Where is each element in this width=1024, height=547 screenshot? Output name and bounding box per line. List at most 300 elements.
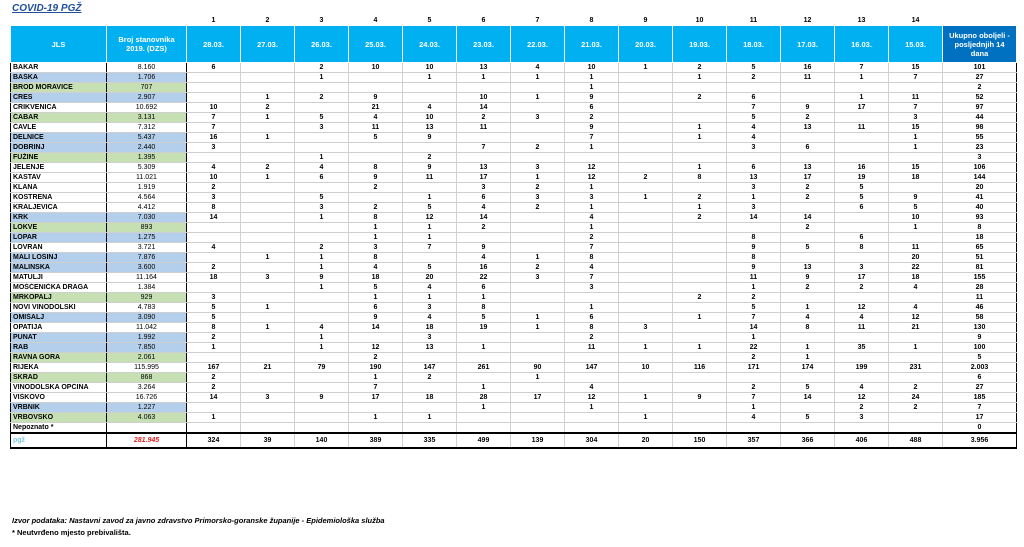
sum-count-cell: 406 xyxy=(835,433,889,448)
case-count-cell: 1 xyxy=(889,223,943,233)
jls-name: VRBNIK xyxy=(11,403,107,413)
case-count-cell: 8 xyxy=(565,323,619,333)
case-count-cell: 4 xyxy=(781,313,835,323)
case-count-cell: 4 xyxy=(565,263,619,273)
case-count-cell xyxy=(241,223,295,233)
column-number: 9 xyxy=(619,15,673,26)
case-count-cell xyxy=(511,123,565,133)
case-count-cell: 13 xyxy=(727,173,781,183)
case-count-cell xyxy=(835,353,889,363)
table-row xyxy=(11,363,1017,373)
case-count-cell: 11 xyxy=(781,73,835,83)
case-count-cell: 3 xyxy=(727,203,781,213)
case-count-cell xyxy=(241,123,295,133)
case-count-cell xyxy=(889,353,943,363)
case-count-cell: 1 xyxy=(241,93,295,103)
case-count-cell: 17 xyxy=(511,393,565,403)
case-count-cell: 5 xyxy=(727,303,781,313)
population-cell: 1.706 xyxy=(107,73,187,83)
case-count-cell: 2 xyxy=(781,193,835,203)
case-count-cell xyxy=(835,133,889,143)
population-cell: 11.021 xyxy=(107,173,187,183)
case-count-cell xyxy=(781,373,835,383)
case-count-cell: 6 xyxy=(835,203,889,213)
jls-name: OMIŠALJ xyxy=(11,313,107,323)
source-note: Izvor podataka: Nastavni zavod za javno zdravstvo Primorsko-goranske županije - Epidemiološka služba xyxy=(12,516,385,525)
case-count-cell xyxy=(619,83,673,93)
case-count-cell xyxy=(619,253,673,263)
total-cell: 97 xyxy=(943,103,1017,113)
table-row xyxy=(11,343,1017,353)
case-count-cell xyxy=(241,153,295,163)
jls-name: MATULJI xyxy=(11,273,107,283)
case-count-cell: 4 xyxy=(727,413,781,423)
case-count-cell: 13 xyxy=(781,263,835,273)
case-count-cell: 231 xyxy=(889,363,943,373)
case-count-cell: 3 xyxy=(241,393,295,403)
case-count-cell xyxy=(295,373,349,383)
case-count-cell: 13 xyxy=(457,63,511,73)
jls-name: KASTAV xyxy=(11,173,107,183)
case-count-cell: 9 xyxy=(403,163,457,173)
case-count-cell xyxy=(673,273,727,283)
case-count-cell: 7 xyxy=(727,393,781,403)
case-count-cell xyxy=(565,413,619,423)
case-count-cell: 5 xyxy=(889,203,943,213)
case-count-cell: 5 xyxy=(835,193,889,203)
population-cell: 2.907 xyxy=(107,93,187,103)
sum-count-cell: 304 xyxy=(565,433,619,448)
jls-name: KRALJEVICA xyxy=(11,203,107,213)
case-count-cell: 22 xyxy=(727,343,781,353)
case-count-cell: 3 xyxy=(727,183,781,193)
case-count-cell: 21 xyxy=(889,323,943,333)
case-count-cell: 1 xyxy=(781,303,835,313)
case-count-cell xyxy=(403,183,457,193)
table-row xyxy=(11,313,1017,323)
header-date: 27.03. xyxy=(241,26,295,63)
case-count-cell: 10 xyxy=(187,173,241,183)
header-date: 22.03. xyxy=(511,26,565,63)
population-cell: 3.131 xyxy=(107,113,187,123)
table-row xyxy=(11,123,1017,133)
population-cell: 7.850 xyxy=(107,343,187,353)
total-cell: 44 xyxy=(943,113,1017,123)
case-count-cell: 3 xyxy=(511,113,565,123)
case-count-cell: 5 xyxy=(349,283,403,293)
case-count-cell: 3 xyxy=(619,323,673,333)
header-date: 23.03. xyxy=(457,26,511,63)
population-cell: 707 xyxy=(107,83,187,93)
case-count-cell: 1 xyxy=(565,143,619,153)
case-count-cell: 22 xyxy=(889,263,943,273)
sum-population: 281.945 xyxy=(107,433,187,448)
case-count-cell: 4 xyxy=(349,113,403,123)
case-count-cell xyxy=(511,243,565,253)
case-count-cell: 15 xyxy=(889,163,943,173)
case-count-cell: 1 xyxy=(511,253,565,263)
case-count-cell xyxy=(511,303,565,313)
population-cell: 4.063 xyxy=(107,413,187,423)
population-cell: 7.876 xyxy=(107,253,187,263)
table-row xyxy=(11,393,1017,403)
jls-name: RAVNA GORA xyxy=(11,353,107,363)
header-date: 26.03. xyxy=(295,26,349,63)
case-count-cell: 8 xyxy=(727,233,781,243)
case-count-cell: 7 xyxy=(889,103,943,113)
case-count-cell: 5 xyxy=(295,193,349,203)
total-cell: 106 xyxy=(943,163,1017,173)
case-count-cell xyxy=(511,293,565,303)
case-count-cell: 14 xyxy=(457,103,511,113)
case-count-cell xyxy=(781,423,835,434)
case-count-cell: 11 xyxy=(565,343,619,353)
total-cell: 55 xyxy=(943,133,1017,143)
table-row xyxy=(11,323,1017,333)
case-count-cell: 7 xyxy=(565,133,619,143)
case-count-cell: 10 xyxy=(187,103,241,113)
case-count-cell xyxy=(511,213,565,223)
case-count-cell: 28 xyxy=(457,393,511,403)
case-count-cell: 1 xyxy=(349,223,403,233)
table-row xyxy=(11,63,1017,73)
case-count-cell xyxy=(673,143,727,153)
case-count-cell: 14 xyxy=(781,213,835,223)
case-count-cell: 9 xyxy=(727,263,781,273)
case-count-cell: 11 xyxy=(835,323,889,333)
total-cell: 40 xyxy=(943,203,1017,213)
total-cell: 3 xyxy=(943,153,1017,163)
case-count-cell xyxy=(889,293,943,303)
case-count-cell xyxy=(673,383,727,393)
header-date: 15.03. xyxy=(889,26,943,63)
case-count-cell: 1 xyxy=(511,73,565,83)
case-count-cell: 9 xyxy=(295,273,349,283)
case-count-cell xyxy=(835,113,889,123)
case-count-cell: 2 xyxy=(187,373,241,383)
table-row xyxy=(11,153,1017,163)
jls-name: MRKOPALJ xyxy=(11,293,107,303)
case-count-cell xyxy=(565,373,619,383)
case-count-cell xyxy=(511,413,565,423)
table-row xyxy=(11,373,1017,383)
total-cell: 52 xyxy=(943,93,1017,103)
case-count-cell: 19 xyxy=(835,173,889,183)
case-count-cell xyxy=(619,93,673,103)
case-count-cell: 11 xyxy=(889,93,943,103)
case-count-cell: 2 xyxy=(187,183,241,193)
case-count-cell: 5 xyxy=(295,113,349,123)
case-count-cell: 6 xyxy=(295,173,349,183)
case-count-cell xyxy=(889,413,943,423)
population-cell: 3.264 xyxy=(107,383,187,393)
case-count-cell: 1 xyxy=(511,173,565,183)
header-date: 17.03. xyxy=(781,26,835,63)
column-number-blank xyxy=(943,15,1017,26)
case-count-cell xyxy=(349,83,403,93)
population-cell: 929 xyxy=(107,293,187,303)
jls-name: KOSTRENA xyxy=(11,193,107,203)
case-count-cell: 18 xyxy=(349,273,403,283)
case-count-cell xyxy=(241,183,295,193)
case-count-cell: 4 xyxy=(457,253,511,263)
table-row xyxy=(11,133,1017,143)
case-count-cell xyxy=(727,373,781,383)
jls-name: Nepoznato * xyxy=(11,423,107,434)
case-count-cell: 1 xyxy=(673,343,727,353)
case-count-cell xyxy=(511,333,565,343)
case-count-cell: 2 xyxy=(673,213,727,223)
total-cell: 2.003 xyxy=(943,363,1017,373)
case-count-cell xyxy=(835,373,889,383)
table-row xyxy=(11,173,1017,183)
case-count-cell: 9 xyxy=(889,193,943,203)
case-count-cell: 5 xyxy=(727,63,781,73)
case-count-cell xyxy=(619,203,673,213)
case-count-cell: 1 xyxy=(565,403,619,413)
case-count-cell: 7 xyxy=(565,243,619,253)
footnote: * Neutvrđeno mjesto prebivališta. xyxy=(12,528,131,537)
table-row xyxy=(11,73,1017,83)
case-count-cell: 2 xyxy=(295,93,349,103)
case-count-cell: 7 xyxy=(457,143,511,153)
case-count-cell: 1 xyxy=(457,293,511,303)
jls-name: DELNICE xyxy=(11,133,107,143)
total-cell: 93 xyxy=(943,213,1017,223)
case-count-cell xyxy=(565,153,619,163)
case-count-cell: 1 xyxy=(889,133,943,143)
case-count-cell: 21 xyxy=(349,103,403,113)
table-row xyxy=(11,163,1017,173)
case-count-cell: 12 xyxy=(835,303,889,313)
total-cell: 144 xyxy=(943,173,1017,183)
case-count-cell: 199 xyxy=(835,363,889,373)
case-count-cell: 1 xyxy=(457,73,511,83)
table-row xyxy=(11,233,1017,243)
total-cell: 98 xyxy=(943,123,1017,133)
case-count-cell: 1 xyxy=(565,303,619,313)
case-count-cell xyxy=(295,83,349,93)
case-count-cell: 147 xyxy=(565,363,619,373)
case-count-cell xyxy=(241,83,295,93)
case-count-cell: 9 xyxy=(349,313,403,323)
population-cell: 1.919 xyxy=(107,183,187,193)
total-cell: 0 xyxy=(943,423,1017,434)
case-count-cell xyxy=(619,183,673,193)
case-count-cell: 12 xyxy=(565,163,619,173)
case-count-cell: 1 xyxy=(511,313,565,323)
case-count-cell: 14 xyxy=(187,213,241,223)
case-count-cell: 18 xyxy=(403,393,457,403)
case-count-cell xyxy=(619,233,673,243)
case-count-cell xyxy=(511,233,565,243)
case-count-cell: 1 xyxy=(241,303,295,313)
case-count-cell xyxy=(673,353,727,363)
case-count-cell xyxy=(295,353,349,363)
total-cell: 41 xyxy=(943,193,1017,203)
case-count-cell: 6 xyxy=(187,63,241,73)
case-count-cell: 1 xyxy=(457,403,511,413)
case-count-cell: 7 xyxy=(349,383,403,393)
case-count-cell: 16 xyxy=(187,133,241,143)
case-count-cell: 174 xyxy=(781,363,835,373)
case-count-cell xyxy=(187,423,241,434)
table-row xyxy=(11,263,1017,273)
table-row xyxy=(11,223,1017,233)
case-count-cell xyxy=(619,303,673,313)
case-count-cell: 4 xyxy=(511,63,565,73)
total-cell: 18 xyxy=(943,233,1017,243)
case-count-cell: 12 xyxy=(565,393,619,403)
case-count-cell: 2 xyxy=(241,163,295,173)
case-count-cell xyxy=(241,353,295,363)
case-count-cell: 2 xyxy=(457,113,511,123)
population-cell: 4.564 xyxy=(107,193,187,203)
case-count-cell: 1 xyxy=(403,193,457,203)
case-count-cell: 6 xyxy=(457,193,511,203)
case-count-cell: 3 xyxy=(295,203,349,213)
case-count-cell: 7 xyxy=(727,313,781,323)
total-cell: 27 xyxy=(943,383,1017,393)
jls-name: ČABAR xyxy=(11,113,107,123)
case-count-cell: 2 xyxy=(727,73,781,83)
case-count-cell: 1 xyxy=(241,113,295,123)
case-count-cell xyxy=(295,143,349,153)
case-count-cell: 14 xyxy=(781,393,835,403)
case-count-cell: 3 xyxy=(403,333,457,343)
case-count-cell: 3 xyxy=(187,143,241,153)
case-count-cell xyxy=(349,403,403,413)
case-count-cell: 7 xyxy=(889,73,943,83)
case-count-cell: 12 xyxy=(565,173,619,183)
case-count-cell: 12 xyxy=(889,313,943,323)
case-count-cell xyxy=(727,223,781,233)
case-count-cell xyxy=(403,403,457,413)
population-cell: 1.992 xyxy=(107,333,187,343)
case-count-cell: 2 xyxy=(619,173,673,183)
jls-name: MALI LOŠINJ xyxy=(11,253,107,263)
table-row xyxy=(11,353,1017,363)
case-count-cell: 14 xyxy=(727,213,781,223)
case-count-cell: 1 xyxy=(889,143,943,153)
case-count-cell xyxy=(457,413,511,423)
case-count-cell xyxy=(889,333,943,343)
case-count-cell: 17 xyxy=(457,173,511,183)
table-row xyxy=(11,273,1017,283)
case-count-cell: 1 xyxy=(835,73,889,83)
jls-name: PUNAT xyxy=(11,333,107,343)
jls-name: ČAVLE xyxy=(11,123,107,133)
total-cell: 101 xyxy=(943,63,1017,73)
case-count-cell xyxy=(781,203,835,213)
column-number: 14 xyxy=(889,15,943,26)
case-count-cell xyxy=(619,403,673,413)
column-number: 2 xyxy=(241,15,295,26)
case-count-cell: 4 xyxy=(835,313,889,323)
case-count-cell xyxy=(295,133,349,143)
case-count-cell: 11 xyxy=(889,243,943,253)
total-cell: 155 xyxy=(943,273,1017,283)
case-count-cell: 9 xyxy=(349,173,403,183)
population-cell: 1.395 xyxy=(107,153,187,163)
case-count-cell xyxy=(889,423,943,434)
case-count-cell xyxy=(295,303,349,313)
case-count-cell xyxy=(673,323,727,333)
case-count-cell: 5 xyxy=(781,383,835,393)
jls-name: BAKAR xyxy=(11,63,107,73)
case-count-cell xyxy=(403,143,457,153)
case-count-cell: 13 xyxy=(403,123,457,133)
jls-name: CRIKVENICA xyxy=(11,103,107,113)
case-count-cell: 17 xyxy=(349,393,403,403)
case-count-cell xyxy=(835,253,889,263)
case-count-cell: 16 xyxy=(457,263,511,273)
case-count-cell xyxy=(241,73,295,83)
case-count-cell xyxy=(673,103,727,113)
case-count-cell: 8 xyxy=(727,253,781,263)
case-count-cell: 2 xyxy=(349,183,403,193)
sum-total: 3.956 xyxy=(943,433,1017,448)
table-row xyxy=(11,333,1017,343)
jls-name: VRBOVSKO xyxy=(11,413,107,423)
case-count-cell xyxy=(619,143,673,153)
case-count-cell: 79 xyxy=(295,363,349,373)
case-count-cell xyxy=(457,333,511,343)
case-count-cell: 2 xyxy=(727,353,781,363)
case-count-cell: 6 xyxy=(457,283,511,293)
case-count-cell: 7 xyxy=(187,113,241,123)
case-count-cell xyxy=(349,153,403,163)
case-count-cell: 2 xyxy=(565,233,619,243)
case-count-cell: 12 xyxy=(349,343,403,353)
case-count-cell: 3 xyxy=(349,243,403,253)
case-count-cell: 1 xyxy=(511,93,565,103)
case-count-cell: 5 xyxy=(781,413,835,423)
case-count-cell xyxy=(889,83,943,93)
case-count-cell: 1 xyxy=(403,413,457,423)
case-count-cell: 1 xyxy=(565,183,619,193)
total-cell: 7 xyxy=(943,403,1017,413)
case-count-cell xyxy=(673,233,727,243)
case-count-cell xyxy=(619,153,673,163)
case-count-cell: 12 xyxy=(835,393,889,403)
case-count-cell xyxy=(673,253,727,263)
case-count-cell xyxy=(295,413,349,423)
case-count-cell: 3 xyxy=(403,303,457,313)
total-cell: 58 xyxy=(943,313,1017,323)
population-cell: 3.090 xyxy=(107,313,187,323)
case-count-cell: 8 xyxy=(187,323,241,333)
sum-label: pgž xyxy=(11,433,107,448)
case-count-cell: 1 xyxy=(241,133,295,143)
table-row xyxy=(11,193,1017,203)
case-count-cell: 116 xyxy=(673,363,727,373)
jls-name: SKRAD xyxy=(11,373,107,383)
case-count-cell: 2 xyxy=(889,403,943,413)
population-cell: 893 xyxy=(107,223,187,233)
case-count-cell xyxy=(295,383,349,393)
table-row xyxy=(11,243,1017,253)
case-count-cell: 4 xyxy=(295,163,349,173)
case-count-cell: 1 xyxy=(295,263,349,273)
case-count-cell xyxy=(349,143,403,153)
case-count-cell: 1 xyxy=(295,73,349,83)
case-count-cell xyxy=(673,223,727,233)
population-cell: 4.783 xyxy=(107,303,187,313)
case-count-cell xyxy=(619,423,673,434)
case-count-cell: 2 xyxy=(781,183,835,193)
sum-count-cell: 139 xyxy=(511,433,565,448)
